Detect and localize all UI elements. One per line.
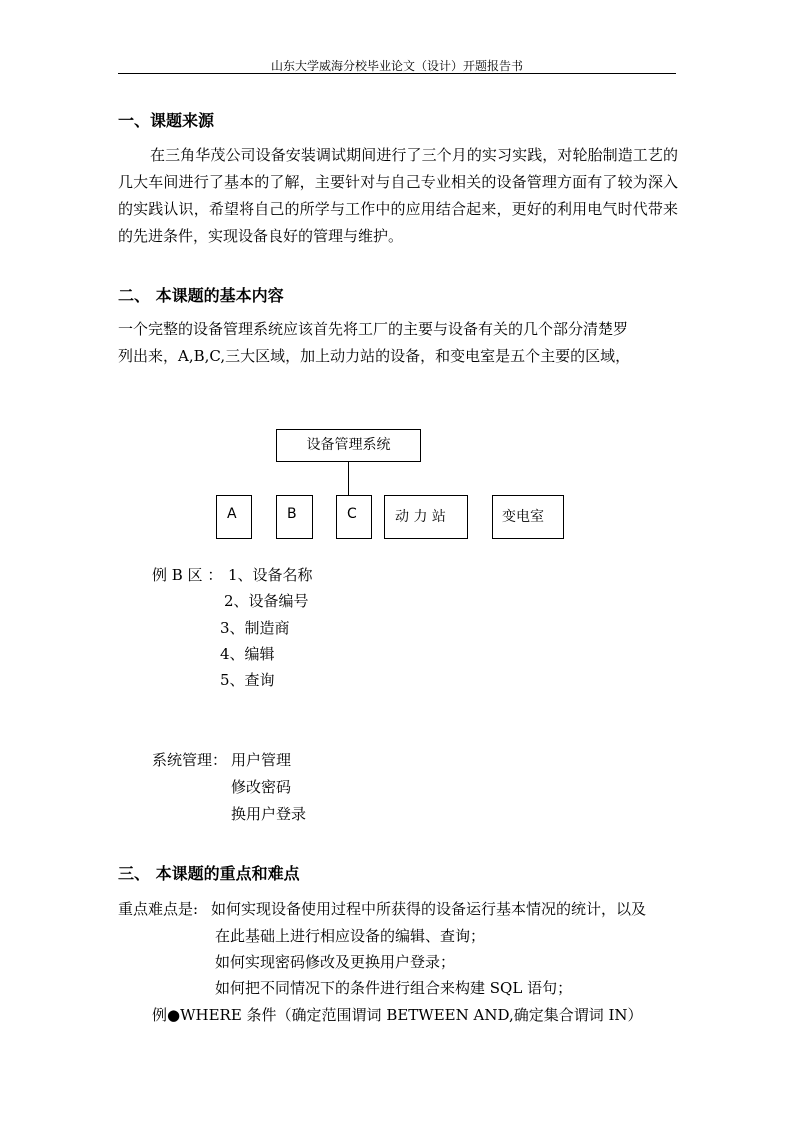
page-header: 山东大学威海分校毕业论文（设计）开题报告书	[270, 59, 523, 73]
section3-line3: 如何实现密码修改及更换用户登录；	[215, 953, 456, 971]
diagram-root-box: 设备管理系统	[276, 429, 421, 462]
system-item-1: 用户管理	[231, 751, 292, 769]
example-item-4: 4、编辑	[220, 645, 275, 663]
section3-line2: 在此基础上进行相应设备的编辑、查询；	[215, 927, 486, 945]
section3-example: 例●WHERE 条件（确定范围谓词 BETWEEN AND,确定集合谓词 IN）	[152, 1006, 643, 1024]
section1-heading: 一、课题来源	[118, 111, 215, 130]
system-item-2: 修改密码	[231, 778, 292, 796]
example-item-1: 1、设备名称	[228, 566, 313, 584]
section2-line1: 一个完整的设备管理系统应该首先将工厂的主要与设备有关的几个部分清楚罗	[118, 320, 629, 338]
section1-paragraph: 在三角华茂公司设备安装调试期间进行了三个月的实习实践，对轮胎制造工艺的几大车间进行了基本的了解，主要针对与自己专业相关的设备管理方面有了较为深入的实践认识，希望将自己的所学与工作中的应用结合起来，更好的利用电气时代带来的先进条件，实现设备良好的管理与维护。	[118, 146, 678, 245]
section3-line4: 如何把不同情况下的条件进行组合来构建 SQL 语句；	[215, 979, 573, 997]
example-item-5: 5、查询	[220, 671, 275, 689]
diagram-connector	[348, 462, 349, 495]
header-rule	[118, 73, 676, 74]
system-item-3: 换用户登录	[231, 805, 307, 823]
diagram-box-substation: 变电室	[492, 495, 564, 539]
diagram-box-c: C	[336, 495, 372, 539]
diagram-box-a: A	[216, 495, 252, 539]
example-label: 例 B 区 ：	[152, 566, 223, 584]
section3-line1: 如何实现设备使用过程中所获得的设备运行基本情况的统计，以及	[211, 900, 647, 918]
example-item-2: 2、设备编号	[224, 592, 309, 610]
example-item-3: 3、制造商	[220, 619, 290, 637]
section2-line2: 列出来，A,B,C,三大区域，加上动力站的设备，和变电室是五个主要的区域，	[118, 347, 631, 365]
diagram-box-power-station: 动 力 站	[384, 495, 468, 539]
section3-heading: 三、 本课题的重点和难点	[118, 864, 300, 883]
diagram-box-b: B	[276, 495, 313, 539]
section2-heading: 二、 本课题的基本内容	[118, 286, 284, 305]
section3-label: 重点难点是:	[118, 900, 199, 918]
system-label: 系统管理：	[152, 751, 228, 769]
